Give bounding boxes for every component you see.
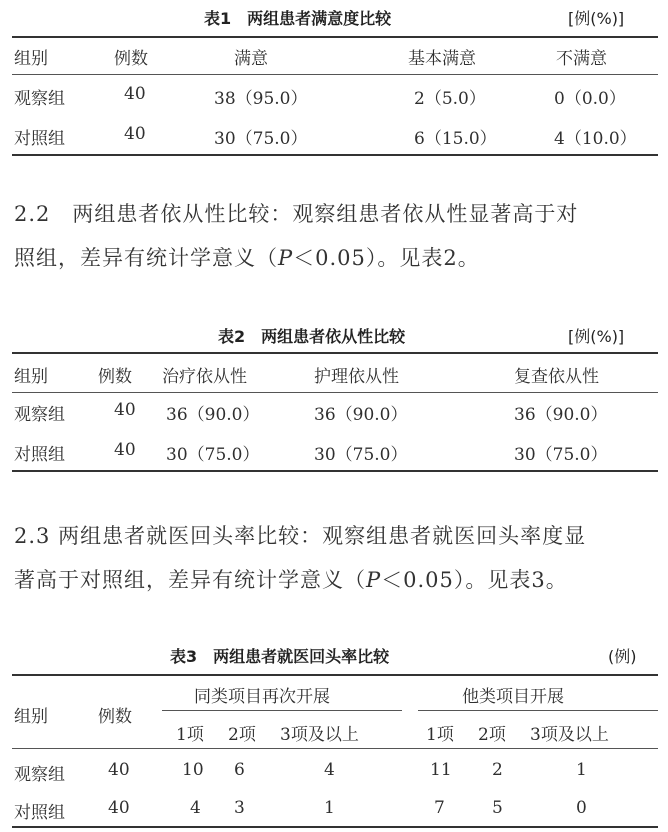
table-2-unit: [例(%)] (568, 327, 625, 346)
table-2-header-count: 例数 (98, 367, 132, 387)
table-3-header-count: 例数 (98, 707, 132, 727)
section-2-3-line-1: 2.3 两组患者就医回头率比较：观察组患者就医回头率度显 (14, 524, 587, 548)
p-symbol: P (366, 568, 382, 592)
table-3-row-2-a3: 1 (324, 798, 335, 818)
table-3-bottom-rule (12, 826, 658, 828)
table-2-bottom-rule (12, 470, 658, 472)
table-3-group-a-rule (162, 710, 402, 711)
table-3-row-1-b3: 1 (576, 760, 587, 780)
table-2-header-nursing: 护理依从性 (314, 367, 399, 387)
table-3-row-1-b1: 11 (430, 760, 452, 780)
table-2-row-2-group: 对照组 (14, 445, 65, 465)
table-3-unit: (例) (608, 647, 637, 666)
table-3-row-1-a3: 4 (324, 760, 335, 780)
table-1-header-unsatisfied: 不满意 (556, 49, 607, 69)
table-2-header-rule (12, 392, 658, 393)
table-2-row-2-count: 40 (114, 440, 136, 460)
table-3-row-2-a1: 4 (190, 798, 201, 818)
table-3-row-1-group: 观察组 (14, 765, 65, 785)
section-2-3-line-2-post: ＜0.05）。见表3。 (381, 568, 568, 592)
table-1-top-rule (12, 36, 658, 38)
table-1-row-2-unsatisfied: 4（10.0） (554, 129, 637, 149)
table-3-row-2-b2: 5 (492, 798, 503, 818)
table-2-row-2-review: 30（75.0） (514, 445, 608, 465)
table-2-header-group: 组别 (14, 367, 48, 387)
table-1-header-count: 例数 (114, 49, 148, 69)
table-3-sub-b-2: 2项 (478, 725, 506, 745)
table-1-header-rule (12, 74, 658, 75)
table-1-row-1-satisfied: 38（95.0） (214, 89, 308, 109)
table-3-header-group: 组别 (14, 707, 48, 727)
section-2-2-paragraph (14, 192, 664, 280)
table-3-sub-a-1: 1项 (176, 725, 204, 745)
table-3-row-1-a1: 10 (182, 760, 204, 780)
section-2-2-line-1: 2.2 两组患者依从性比较：观察组患者依从性显著高于对 (14, 202, 579, 226)
table-3-row-2-a2: 3 (234, 798, 245, 818)
table-3-top-rule (12, 674, 658, 676)
table-2-row-1-count: 40 (114, 400, 136, 420)
table-3-header-rule (12, 748, 658, 749)
table-3-row-1-a2: 6 (234, 760, 245, 780)
table-3-row-2-count: 40 (108, 798, 130, 818)
table-2-row-2-nursing: 30（75.0） (314, 445, 408, 465)
section-2-3-line-2 (14, 558, 664, 602)
table-1-header-satisfied: 满意 (234, 49, 268, 69)
table-1-row-1-unsatisfied: 0（0.0） (554, 89, 626, 109)
table-1-row-1-basic: 2（5.0） (414, 89, 486, 109)
table-3-sub-b-3: 3项及以上 (530, 725, 609, 745)
table-3-caption: 表3 两组患者就医回头率比较 (170, 647, 390, 666)
section-2-3-line-2-pre: 著高于对照组，差异有统计学意义（ (14, 568, 366, 592)
table-2-row-1-treatment: 36（90.0） (166, 405, 260, 425)
table-1-unit: [例(%)] (568, 9, 625, 28)
section-2-2-line-2 (14, 236, 664, 280)
table-3-header-other-type: 他类项目开展 (462, 687, 564, 707)
table-3-row-2-b3: 0 (576, 798, 587, 818)
table-1-row-1-group: 观察组 (14, 89, 65, 109)
table-3-row-1-b2: 2 (492, 760, 503, 780)
table-1-row-2-satisfied: 30（75.0） (214, 129, 308, 149)
table-3-row-2-b1: 7 (434, 798, 445, 818)
table-1-header-group: 组别 (14, 49, 48, 69)
section-2-2-line-2-pre: 照组，差异有统计学意义（ (14, 246, 278, 270)
table-1-bottom-rule (12, 154, 658, 156)
section-2-2-line-2-post: ＜0.05）。见表2。 (293, 246, 480, 270)
table-3-sub-b-1: 1项 (426, 725, 454, 745)
table-2-top-rule (12, 352, 658, 354)
table-2-row-2-treatment: 30（75.0） (166, 445, 260, 465)
table-2-row-1-group: 观察组 (14, 405, 65, 425)
table-1-row-2-count: 40 (124, 124, 146, 144)
table-2-row-1-nursing: 36（90.0） (314, 405, 408, 425)
table-1-row-2-group: 对照组 (14, 129, 65, 149)
table-3-sub-a-2: 2项 (228, 725, 256, 745)
p-symbol: P (278, 246, 294, 270)
table-1-caption: 表1 两组患者满意度比较 (204, 9, 392, 28)
section-2-3-paragraph (14, 514, 664, 602)
table-2-header-review: 复查依从性 (514, 367, 599, 387)
table-3-sub-a-3: 3项及以上 (280, 725, 359, 745)
table-2-row-1-review: 36（90.0） (514, 405, 608, 425)
table-3-row-2-group: 对照组 (14, 803, 65, 823)
table-2-header-treatment: 治疗依从性 (162, 367, 247, 387)
table-3-header-same-type: 同类项目再次开展 (194, 687, 330, 707)
table-3-group-b-rule (418, 710, 658, 711)
table-2-caption: 表2 两组患者依从性比较 (218, 327, 406, 346)
table-3-row-1-count: 40 (108, 760, 130, 780)
table-1-header-basic: 基本满意 (408, 49, 476, 69)
table-1-row-1-count: 40 (124, 84, 146, 104)
table-1-row-2-basic: 6（15.0） (414, 129, 497, 149)
